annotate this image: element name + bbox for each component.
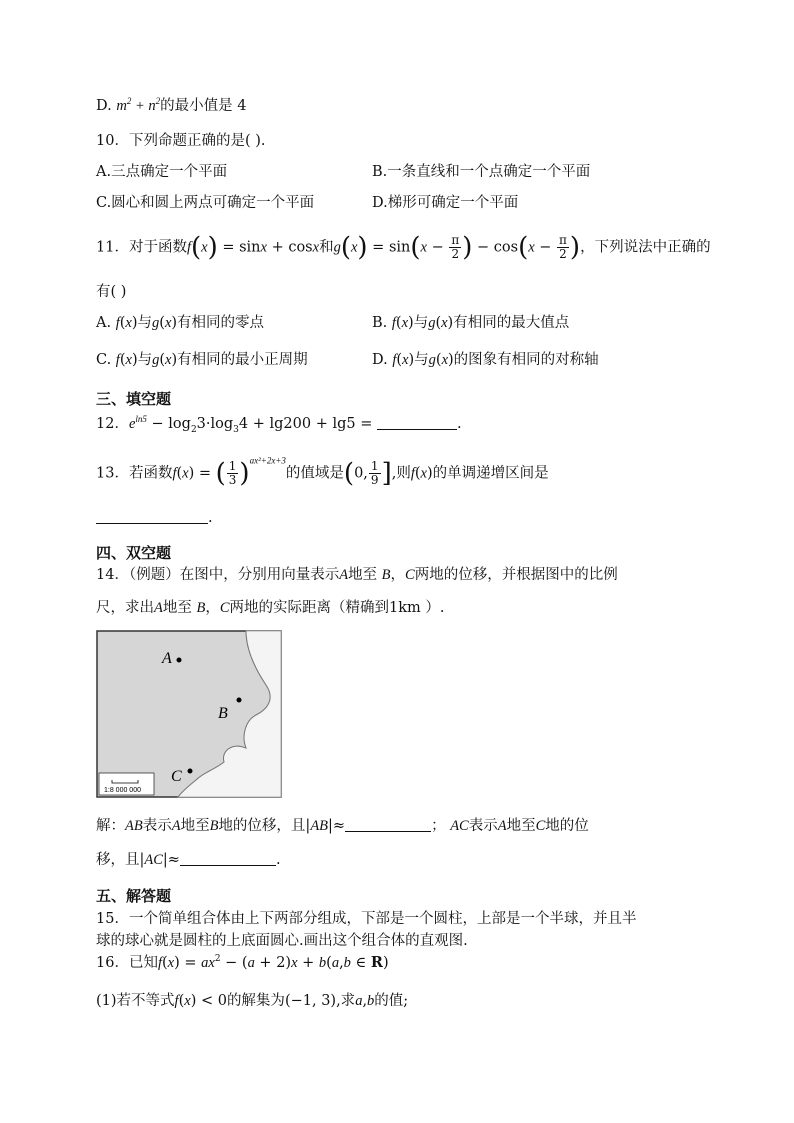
q11-cont: 有( ) [96, 284, 127, 300]
section-solution: 五、解答题 [96, 887, 172, 905]
q15-line2: 球的球心就是圆柱的上底面圆心.画出这个组合体的直观图. [96, 933, 468, 949]
point-c [188, 769, 193, 774]
q14-line1: 14．（例题）在图中，分别用向量表示A地至 B，C两地的位移，并根据图中的比例 [96, 567, 618, 583]
q10-option-a: A.三点确定一个平面 [96, 164, 228, 180]
q12-stem: 12．$e^{ln5} - \log_23\cdot\log_34 + \lg 200 + \lg 5$ = . [96, 414, 462, 435]
label-a: A [162, 650, 172, 667]
label-b: B [218, 705, 228, 722]
q10-option-c: C.圆心和圆上两点可确定一个平面 [96, 195, 315, 211]
q15-line1: 15．一个简单组合体由上下两部分组成，下部是一个圆柱，上部是一个半球，并且半 [96, 911, 637, 927]
q14-line2: 尺，求出A地至 B，C两地的实际距离（精确到1km ）. [96, 600, 445, 616]
q16-stem: 16．已知$f(x) = ax^2 - (a + 2)x + b(a,b$ ∈ R) [96, 954, 389, 971]
q13-stem: 13．若函数f(x) = ( $\frac{1}{3}$ )$^{ax^2+2x+3}$的值域是(0, $\frac{1}{9}$ ],则f(x)的单调递增区间是 [96, 455, 549, 489]
q16-part1: (1)若不等式f(x) < 0的解集为(−1, 3),求a,b的值; [96, 993, 409, 1009]
point-b [237, 698, 242, 703]
q11-option-d: D. f(x)与g(x)的图象有相同的对称轴 [372, 352, 599, 368]
label-c: C [171, 768, 182, 785]
map-figure [96, 630, 282, 798]
section-fill-blank: 三、填空题 [96, 390, 172, 408]
section-double-blank: 四、双空题 [96, 544, 172, 562]
q9-option-d: D. $m^2 + n^2$的最小值是 4 [96, 96, 247, 114]
q10-option-d: D.梯形可确定一个平面 [372, 195, 519, 211]
q13-answer-blank[interactable]: . [96, 508, 213, 528]
scale-label: 1:8 000 000 [104, 787, 141, 794]
q14-solution-line2: 移，且|AC|≈ . [96, 852, 281, 868]
q11-option-a: A. f(x)与g(x)有相同的零点 [96, 315, 265, 331]
q11-stem: 11．对于函数f(x) = sinx + cosx和g(x) = sin(x − $\frac{\pi}{2}$ ) − cos(x − $\frac{\pi}{2}$ )，下列说法中正确的 [96, 232, 711, 263]
q11-option-b: B. f(x)与g(x)有相同的最大值点 [372, 315, 570, 331]
q10-option-b: B.一条直线和一个点确定一个平面 [372, 164, 591, 180]
map-svg [96, 630, 282, 798]
q14-solution-line1: 解：AB表示A地至B地的位移，且|AB|≈ ； AC表示A地至C地的位 [96, 818, 589, 834]
point-a [177, 658, 182, 663]
q10-stem: 10．下列命题正确的是( ). [96, 133, 266, 149]
q11-option-c: C. f(x)与g(x)有相同的最小正周期 [96, 352, 308, 368]
